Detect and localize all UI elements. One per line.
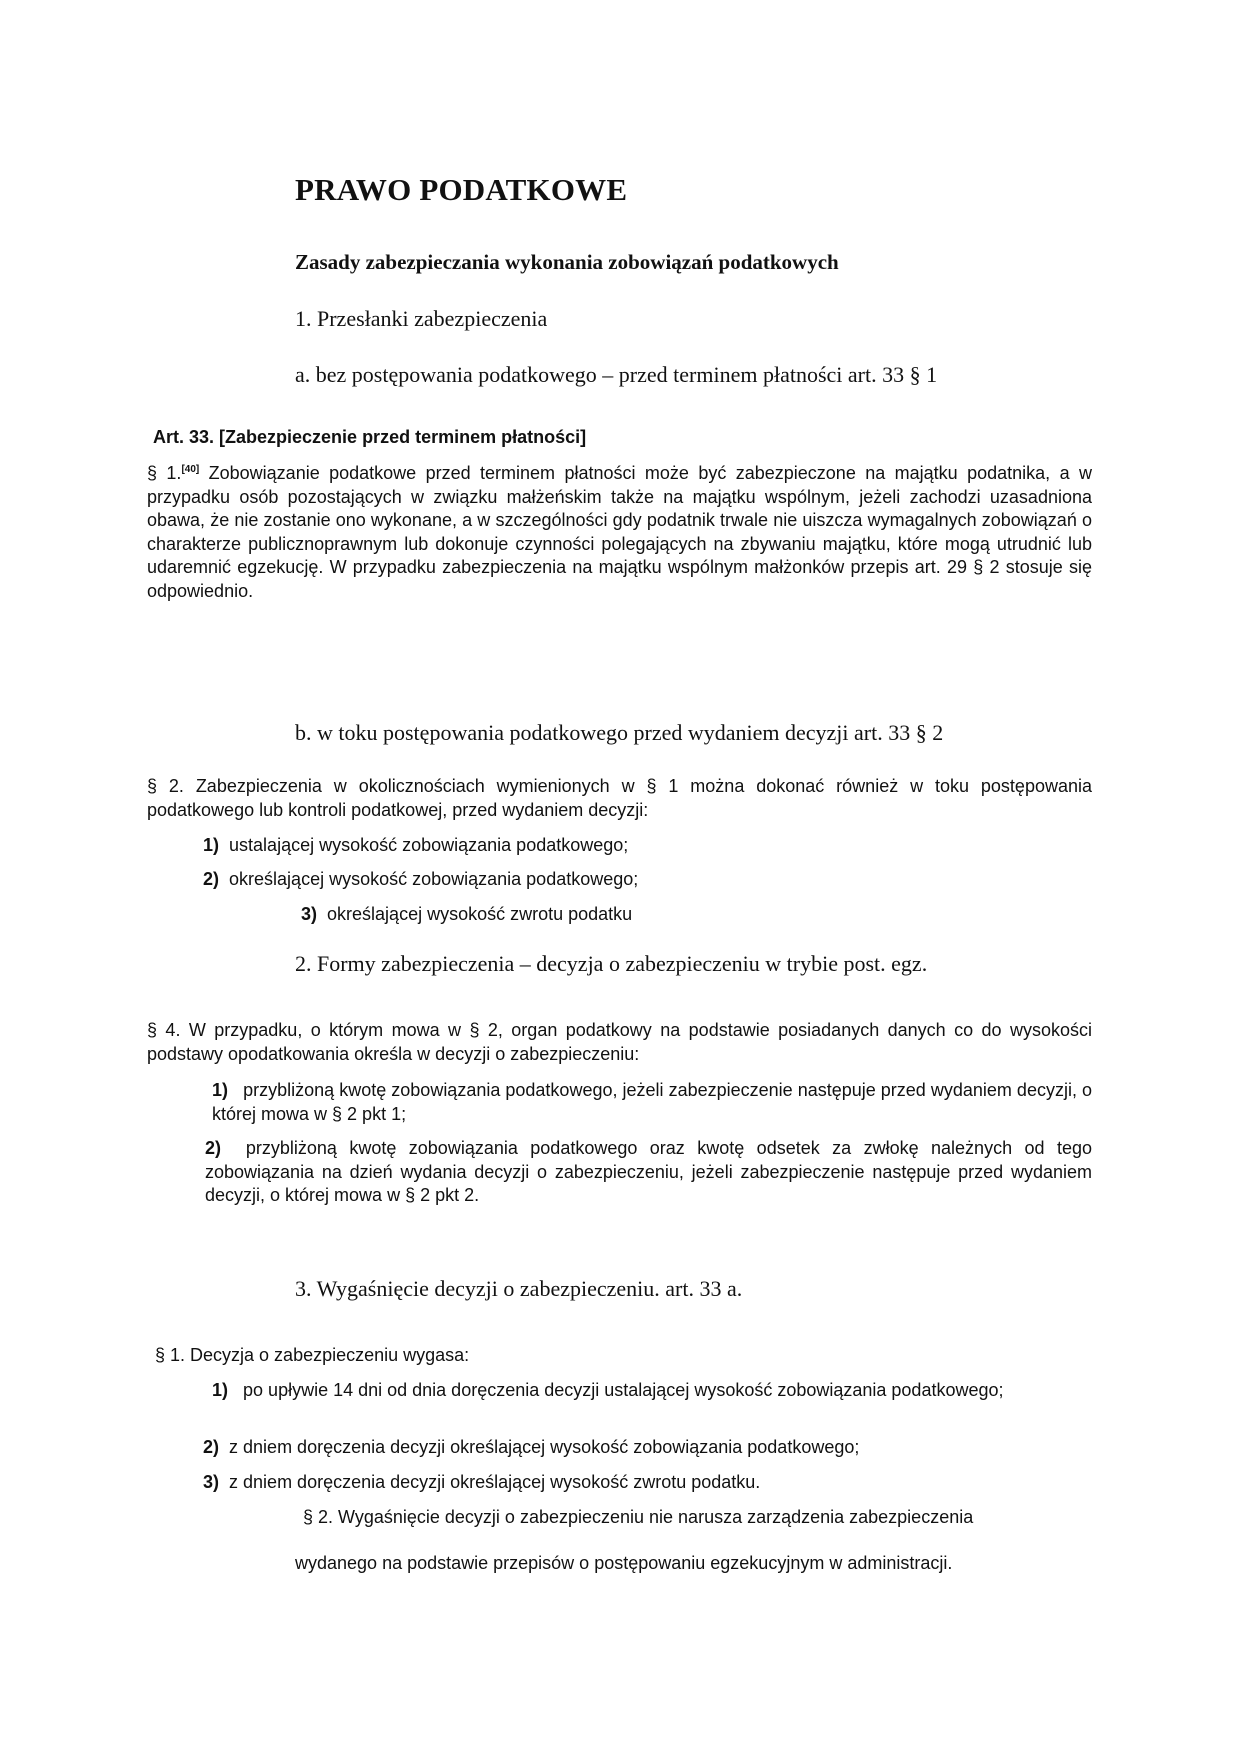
list-item [212,1379,1092,1403]
list-item [203,868,638,892]
article-33-paragraph-4: § 4. W przypadku, o którym mowa w § 2, organ podatkowy na podstawie posiadanych danych co do wysokości podstawy opodatkowania określa w decyzji o zabezpieczeniu: [147,1020,1092,1064]
list-item-text: określającej wysokość zobowiązania podatkowego; [229,869,639,889]
footnote-reference: [40] [181,464,200,475]
document-title: PRAWO PODATKOWE [295,172,628,207]
list-item-number: 2) [203,1437,220,1457]
list-item-number: 1) [212,1380,229,1400]
list-item-number: 1) [212,1080,229,1100]
list-item-text: określającej wysokość zwrotu podatku [327,904,633,924]
list-item [203,1471,760,1495]
paragraph-marker: § 1. [147,463,182,483]
list-item-number: 1) [203,835,220,855]
list-item [301,903,632,927]
article-33a-paragraph-2-line-2: wydanego na podstawie przepisów o postępowaniu egzekucyjnym w administracji. [295,1553,953,1573]
section-heading-1: 1. Przesłanki zabezpieczenia [295,306,548,331]
list-item-text: przybliżoną kwotę zobowiązania podatkowego oraz kwotę odsetek za zwłokę należnych od tego zobowiązania na dzień wydania decyzji o zabezpieczeniu, jeżeli zabezpieczenie następuje przed wydaniem decyzji, o której mowa w § 2 pkt 2. [205,1138,1092,1205]
list-item-text: z dniem doręczenia decyzji określającej wysokość zobowiązania podatkowego; [229,1437,860,1457]
subsection-heading-a: a. bez postępowania podatkowego – przed terminem płatności art. 33 § 1 [295,362,938,387]
section-heading-3: 3. Wygaśnięcie decyzji o zabezpieczeniu. art. 33 a. [295,1276,743,1301]
subsection-heading-b: b. w toku postępowania podatkowego przed wydaniem decyzji art. 33 § 2 [295,720,944,745]
list-item-text: po upływie 14 dni od dnia doręczenia decyzji ustalającej wysokość zobowiązania podatkowego; [243,1380,1004,1400]
article-33-paragraph-1 [147,462,1092,603]
article-33-paragraph-2: § 2. Zabezpieczenia w okolicznościach wymienionych w § 1 można dokonać również w toku postępowania podatkowego lub kontroli podatkowej, przed wydaniem decyzji: [147,776,1092,820]
list-item [205,1137,1092,1208]
list-item-number: 3) [301,904,318,924]
section-heading-2: 2. Formy zabezpieczenia – decyzja o zabezpieczeniu w trybie post. egz. [295,951,928,976]
list-item-text: z dniem doręczenia decyzji określającej wysokość zwrotu podatku. [229,1472,761,1492]
paragraph-text: Zobowiązanie podatkowe przed terminem płatności może być zabezpieczone na majątku podatnika, a w przypadku osób pozostających w związku małżeńskim także na majątku wspólnym, jeżeli zachodzi uzasadniona obawa, że nie zostanie ono wykonane, a w szczególności gdy podatnik trwale nie uiszcza wymagalnych zobowiązań o charakterze publicznoprawnym lub dokonuje czynności polegających na zbywaniu majątku, które mogą utrudnić lub udaremnić egzekucję. W przypadku zabezpieczenia na majątku wspólnym małżonków przepis art. 29 § 2 stosuje się odpowiednio. [147,463,1092,601]
list-item-text: przybliżoną kwotę zobowiązania podatkowego, jeżeli zabezpieczenie następuje przed wydaniem decyzji, o której mowa w § 2 pkt 1; [212,1080,1092,1124]
article-33a-paragraph-1: § 1. Decyzja o zabezpieczeniu wygasa: [155,1345,470,1365]
article-33a-paragraph-2-line-1: § 2. Wygaśnięcie decyzji o zabezpieczeniu nie narusza zarządzenia zabezpieczenia [303,1507,974,1527]
document-subtitle: Zasady zabezpieczania wykonania zobowiązań podatkowych [295,250,839,274]
list-item-number: 2) [203,869,220,889]
article-heading: Art. 33. [Zabezpieczenie przed terminem płatności] [153,427,587,447]
list-item-number: 3) [203,1472,220,1492]
list-item [203,1436,859,1460]
list-item-number: 2) [205,1138,222,1158]
list-item [212,1079,1092,1126]
list-item [203,834,628,858]
list-item-text: ustalającej wysokość zobowiązania podatkowego; [229,835,629,855]
